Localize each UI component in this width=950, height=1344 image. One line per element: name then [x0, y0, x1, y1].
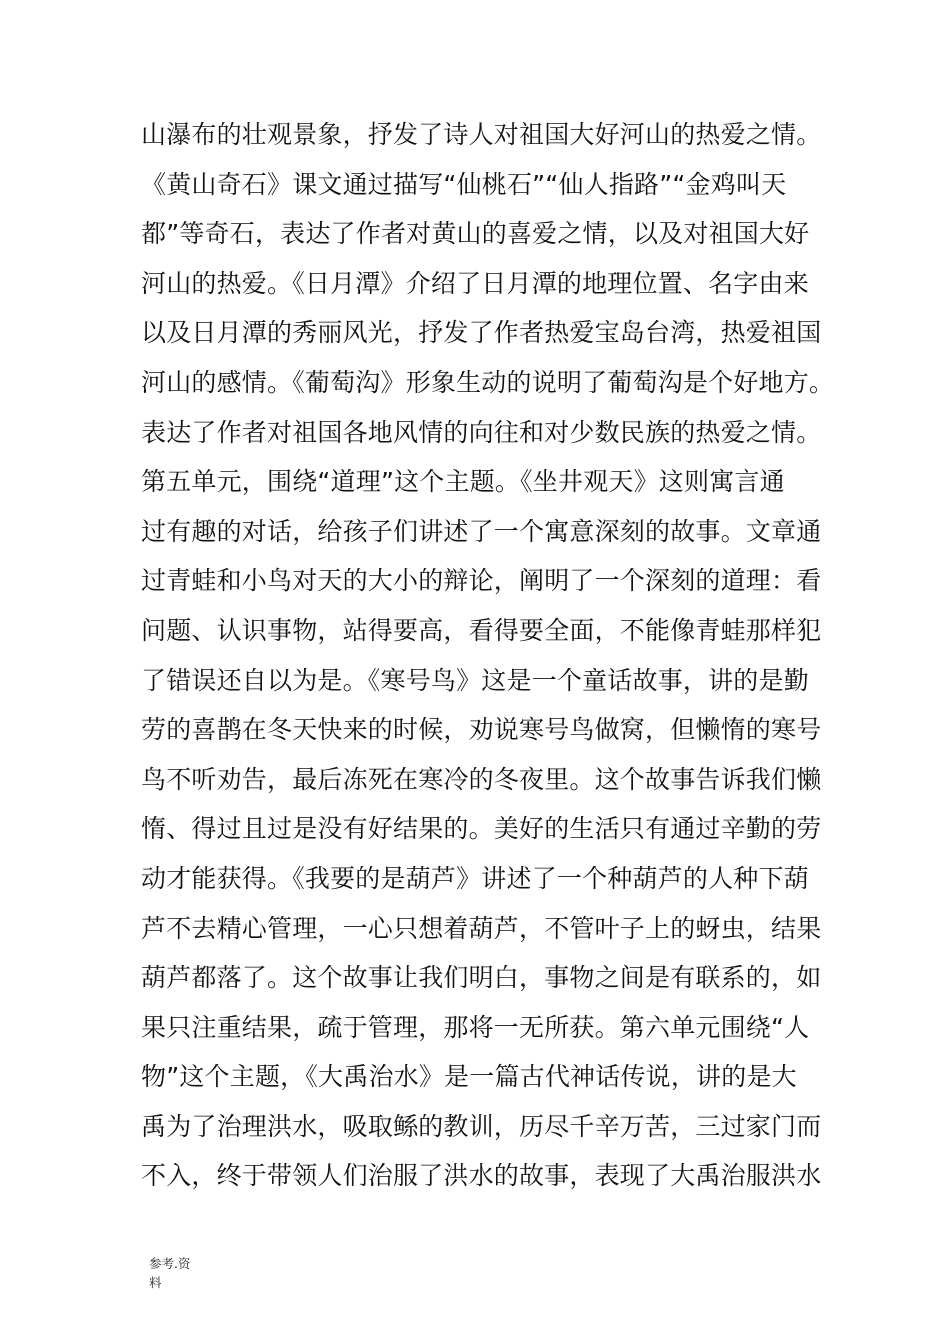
- footer-note: [149, 1254, 209, 1292]
- text-line: 河山的热爱。《日月潭》介绍了日月潭的地理位置、名字由来: [141, 268, 809, 298]
- text-line: 不入，终于带领人们治服了洪水的故事，表现了大禹治服洪水: [141, 1161, 822, 1191]
- text-line: 问题、认识事物，站得要高，看得要全面，不能像青蛙那样犯: [141, 615, 822, 645]
- text-line: 第五单元，围绕“道理”这个主题。《坐井观天》这则寓言通: [141, 467, 785, 497]
- text-line: 葫芦都落了。这个故事让我们明白，事物之间是有联系的，如: [141, 963, 822, 993]
- text-line: 动才能获得。《我要的是葫芦》讲述了一个种葫芦的人种下葫: [141, 863, 809, 893]
- text-line: 河山的感情。《葡萄沟》形象生动的说明了葡萄沟是个好地方。: [141, 367, 835, 397]
- text-line: 过青蛙和小鸟对天的大小的辩论，阐明了一个深刻的道理：看: [141, 566, 822, 596]
- footer-line: 料: [149, 1275, 162, 1290]
- text-line: 《黄山奇石》课文通过描写“仙桃石”“仙人指路”“金鸡叫天: [141, 169, 787, 199]
- text-line: 表达了作者对祖国各地风情的向往和对少数民族的热爱之情。: [141, 417, 822, 447]
- text-line: 了错误还自以为是。《寒号鸟》这是一个童话故事，讲的是勤: [141, 665, 809, 695]
- text-line: 过有趣的对话，给孩子们讲述了一个寓意深刻的故事。文章通: [141, 516, 822, 546]
- text-line: 惰、得过且过是没有好结果的。美好的生活只有通过辛勤的劳: [141, 814, 822, 844]
- text-line: 物”这个主题，《大禹治水》是一篇古代神话传说，讲的是大: [141, 1062, 797, 1092]
- footer-line: 参考.资: [149, 1256, 191, 1271]
- text-line: 都”等奇石，表达了作者对黄山的喜爱之情，以及对祖国大好: [141, 219, 810, 249]
- text-line: 山瀑布的壮观景象，抒发了诗人对祖国大好河山的热爱之情。: [141, 120, 822, 149]
- text-line: 果只注重结果，疏于管理，那将一无所获。第六单元围绕“人: [141, 1012, 810, 1042]
- text-line: 鸟不听劝告，最后冻死在寒冷的冬夜里。这个故事告诉我们懒: [141, 764, 822, 794]
- text-line: 芦不去精心管理，一心只想着葫芦，不管叶子上的蚜虫，结果: [141, 913, 822, 943]
- body-text: [141, 110, 835, 1201]
- text-line: 以及日月潭的秀丽风光，抒发了作者热爱宝岛台湾，热爱祖国: [141, 318, 822, 348]
- text-line: 禹为了治理洪水，吸取鲧的教训，历尽千辛万苦，三过家门而: [141, 1111, 822, 1141]
- text-line: 劳的喜鹊在冬天快来的时候，劝说寒号鸟做窝，但懒惰的寒号: [141, 715, 822, 745]
